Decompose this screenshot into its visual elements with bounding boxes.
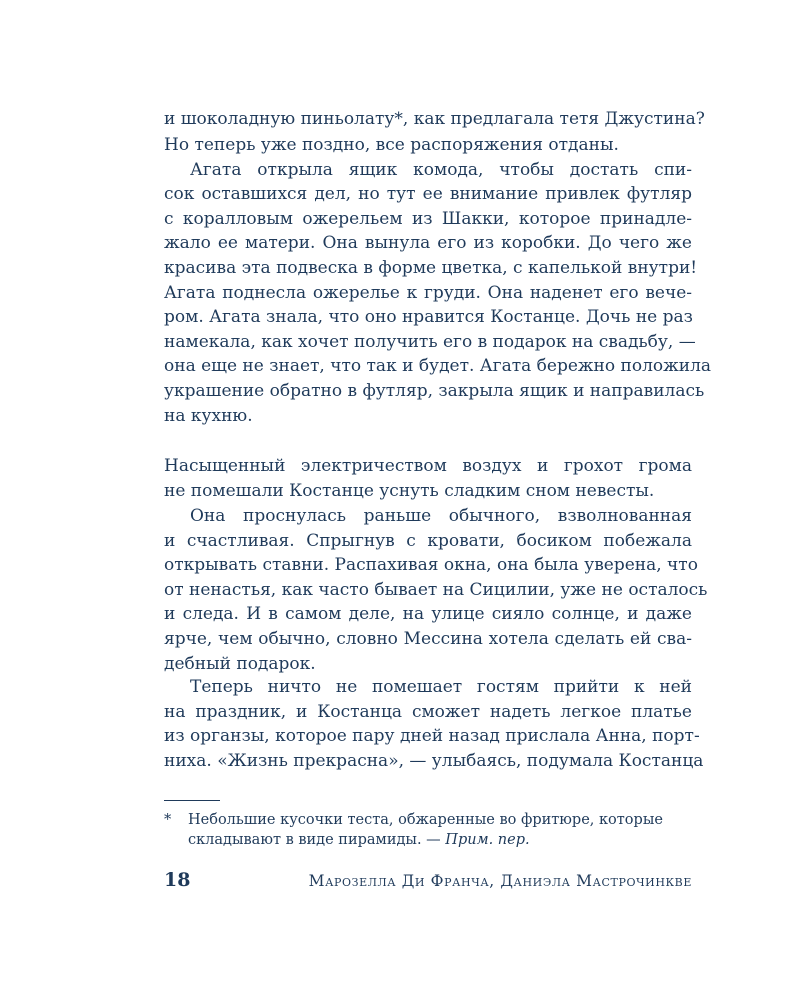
paragraph: [164, 107, 705, 132]
text-line: с коралловым ожерельем из Шакки, которое принадле-: [164, 208, 692, 229]
text-line: дебный подарок.: [164, 653, 316, 674]
text-line: ниха. «Жизнь прекрасна», — улыбаясь, подумала Костанца: [164, 750, 704, 771]
text-line: Она проснулась раньше обычного, взволнованная: [190, 506, 692, 526]
text-line: Агата поднесла ожерелье к груди. Она наденет его вече-: [164, 282, 692, 303]
footnote-abbreviation: Прим. пер.: [445, 832, 530, 848]
running-head: Марозелла Ди Франча, Даниэла Мастрочинкве: [308, 872, 692, 890]
text-line: и следа. И в самом деле, на улице сияло солнце, и даже: [164, 604, 692, 625]
paragraph: [164, 675, 704, 773]
footnote-line: Небольшие кусочки теста, обжаренные во фритюре, которые: [188, 812, 663, 828]
footnote-mark: *: [164, 812, 172, 828]
paragraph: [164, 504, 708, 676]
text-line: из органзы, которое пару дней назад прислала Анна, порт-: [164, 726, 700, 747]
text-line: не помешали Костанце уснуть сладким сном невесты.: [164, 480, 655, 501]
text-line: на праздник, и Костанца сможет надеть легкое платье: [164, 701, 692, 722]
text-line: украшение обратно в футляр, закрыла ящик и направилась: [164, 380, 705, 401]
text-line: открывать ставни. Распахивая окна, она была уверена, что: [164, 555, 698, 576]
footnote-divider: [164, 800, 220, 801]
text-line: Насыщенный электричеством воздух и грохот грома: [164, 456, 692, 476]
text-line: Но теперь уже поздно, все распоряжения отданы.: [164, 135, 619, 155]
text-line: и шоколадную пиньолату*, как предлагала тетя Джустина?: [164, 109, 705, 129]
text-line: Агата открыла ящик комода, чтобы достать спи-: [190, 159, 692, 180]
page-number: 18: [164, 869, 191, 891]
paragraph: [164, 133, 712, 428]
text-line: от ненастья, как часто бывает на Сицилии, уже не осталось: [164, 579, 708, 600]
text-line: она еще не знает, что так и будет. Агата бережно положила: [164, 356, 712, 377]
footnote: [164, 810, 694, 850]
text-line: сок оставшихся дел, но тут ее внимание привлек футляр: [164, 184, 692, 205]
footnote-line-text: складывают в виде пирамиды. —: [188, 832, 441, 848]
paragraph: [164, 454, 692, 503]
footnote-line: [164, 830, 694, 850]
text-line: жало ее матери. Она вынула его из коробки. До чего же: [164, 233, 692, 254]
text-line: Теперь ничто не помешает гостям прийти к ней: [190, 677, 692, 697]
text-line: намекала, как хочет получить его в подарок на свадьбу, —: [164, 331, 696, 352]
text-line: и счастливая. Спрыгнув с кровати, босиком побежала: [164, 530, 692, 551]
text-line: на кухню.: [164, 405, 253, 426]
text-line: ром. Агата знала, что оно нравится Костанце. Дочь не раз: [164, 307, 693, 328]
text-line: ярче, чем обычно, словно Мессина хотела сделать ей сва-: [164, 628, 692, 649]
text-line: красива эта подвеска в форме цветка, с капелькой внутри!: [164, 257, 698, 278]
